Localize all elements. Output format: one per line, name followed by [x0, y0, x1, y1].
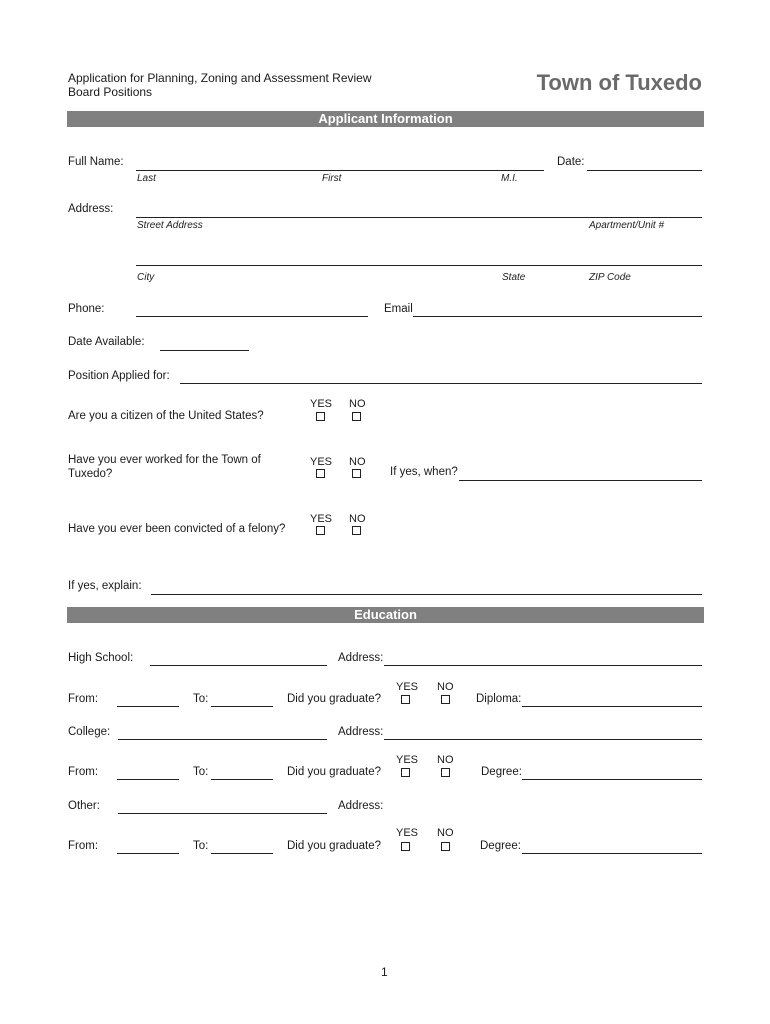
other-no-label: NO: [437, 827, 454, 839]
form-title: Application for Planning, Zoning and Assessment Review Board Positions: [68, 71, 372, 99]
college-degree-field[interactable]: [522, 765, 702, 779]
high-school-address-field[interactable]: [384, 651, 702, 665]
college-from-label: From:: [68, 766, 99, 778]
other-label: Other:: [68, 800, 100, 812]
date-field[interactable]: [587, 156, 702, 170]
explain-label: If yes, explain:: [68, 580, 142, 592]
date-available-line: [160, 350, 249, 351]
zip-sublabel: ZIP Code: [589, 272, 631, 283]
high-school-line: [150, 665, 327, 666]
if-yes-when-line: [459, 480, 702, 481]
college-line: [118, 739, 327, 740]
hs-graduate-no-checkbox[interactable]: [441, 695, 450, 704]
college-graduate-question: Did you graduate?: [287, 766, 381, 778]
high-school-address-line: [384, 665, 702, 666]
other-address-label: Address:: [338, 800, 384, 812]
college-address-label: Address:: [338, 726, 384, 738]
street-address-line: [136, 217, 702, 218]
last-sublabel: Last: [137, 173, 156, 184]
felony-no-checkbox[interactable]: [352, 526, 361, 535]
worked-yes-checkbox[interactable]: [316, 469, 325, 478]
citizen-question: Are you a citizen of the United States?: [68, 410, 264, 422]
college-field[interactable]: [118, 725, 327, 739]
college-graduate-no-checkbox[interactable]: [441, 768, 450, 777]
felony-question: Have you ever been convicted of a felony?: [68, 523, 286, 535]
hs-yes-label: YES: [396, 681, 419, 693]
citizen-no-label: NO: [349, 398, 366, 410]
hs-to-field[interactable]: [211, 692, 273, 706]
diploma-field[interactable]: [522, 692, 702, 706]
if-yes-when-field[interactable]: [459, 466, 702, 480]
diploma-label: Diploma:: [476, 693, 522, 705]
date-line: [587, 170, 702, 171]
phone-field[interactable]: [136, 302, 368, 316]
other-to-label: To:: [193, 840, 209, 852]
other-degree-label: Degree:: [480, 840, 521, 852]
college-degree-line: [522, 779, 702, 780]
state-sublabel: State: [502, 272, 526, 283]
other-graduate-yes-checkbox[interactable]: [401, 842, 410, 851]
college-to-field[interactable]: [211, 765, 273, 779]
high-school-address-label: Address:: [338, 652, 384, 664]
other-yes-label: YES: [396, 827, 419, 839]
citizen-no-checkbox[interactable]: [352, 412, 361, 421]
hs-from-field[interactable]: [117, 692, 179, 706]
high-school-label: High School:: [68, 652, 134, 664]
phone-label: Phone:: [68, 303, 105, 315]
email-line: [413, 316, 702, 317]
college-from-line: [117, 779, 179, 780]
section-applicant-information: Applicant Information: [67, 111, 704, 127]
hs-no-label: NO: [437, 681, 454, 693]
page-number: 1: [381, 965, 388, 979]
explain-field[interactable]: [151, 580, 702, 594]
other-to-field[interactable]: [211, 839, 273, 853]
explain-line: [151, 594, 702, 595]
college-no-label: NO: [437, 754, 454, 766]
high-school-field[interactable]: [150, 651, 327, 665]
hs-to-line: [211, 706, 273, 707]
college-graduate-yes-checkbox[interactable]: [401, 768, 410, 777]
felony-yes-checkbox[interactable]: [316, 526, 325, 535]
position-field[interactable]: [180, 369, 702, 383]
college-label: College:: [68, 726, 111, 738]
full-name-label: Full Name:: [68, 156, 124, 168]
other-to-line: [211, 853, 273, 854]
worked-question: Have you ever worked for the Town of Tuxedo?: [68, 454, 261, 480]
other-from-label: From:: [68, 840, 99, 852]
email-field[interactable]: [413, 302, 702, 316]
other-degree-field[interactable]: [522, 839, 702, 853]
other-from-field[interactable]: [117, 839, 179, 853]
first-sublabel: First: [322, 173, 342, 184]
other-field[interactable]: [118, 799, 327, 813]
if-yes-when-label: If yes, when?: [390, 466, 458, 478]
worked-no-label: NO: [349, 456, 366, 468]
hs-graduate-yes-checkbox[interactable]: [401, 695, 410, 704]
other-from-line: [117, 853, 179, 854]
diploma-line: [522, 706, 702, 707]
position-line: [180, 383, 702, 384]
date-available-label: Date Available:: [68, 336, 145, 348]
hs-graduate-question: Did you graduate?: [287, 693, 381, 705]
worked-yes-label: YES: [310, 456, 333, 468]
hs-from-label: From:: [68, 693, 99, 705]
college-from-field[interactable]: [117, 765, 179, 779]
college-degree-label: Degree:: [481, 766, 522, 778]
other-graduate-question: Did you graduate?: [287, 840, 381, 852]
citizen-yes-checkbox[interactable]: [316, 412, 325, 421]
city-line: [136, 265, 702, 266]
section-education: Education: [67, 607, 704, 623]
full-name-line: [136, 170, 544, 171]
city-state-zip-field[interactable]: [136, 251, 702, 265]
apartment-sublabel: Apartment/Unit #: [589, 220, 665, 231]
phone-line: [136, 316, 368, 317]
hs-to-label: To:: [193, 693, 209, 705]
email-label: Email: [384, 303, 413, 315]
citizen-yes-label: YES: [310, 398, 333, 410]
college-address-field[interactable]: [384, 725, 702, 739]
date-available-field[interactable]: [160, 336, 249, 350]
mi-sublabel: M.I.: [501, 173, 518, 184]
other-graduate-no-checkbox[interactable]: [441, 842, 450, 851]
address-label: Address:: [68, 203, 114, 215]
city-sublabel: City: [137, 272, 155, 283]
town-name: Town of Tuxedo: [536, 70, 702, 95]
other-line: [118, 813, 327, 814]
worked-no-checkbox[interactable]: [352, 469, 361, 478]
hs-from-line: [117, 706, 179, 707]
other-degree-line: [522, 853, 702, 854]
felony-no-label: NO: [349, 513, 366, 525]
position-label: Position Applied for:: [68, 370, 170, 382]
college-address-line: [384, 739, 702, 740]
street-address-field[interactable]: [136, 203, 702, 217]
college-to-line: [211, 779, 273, 780]
date-label: Date:: [557, 156, 585, 168]
street-address-sublabel: Street Address: [137, 220, 203, 231]
college-to-label: To:: [193, 766, 209, 778]
full-name-field[interactable]: [136, 156, 544, 170]
felony-yes-label: YES: [310, 513, 333, 525]
college-yes-label: YES: [396, 754, 419, 766]
